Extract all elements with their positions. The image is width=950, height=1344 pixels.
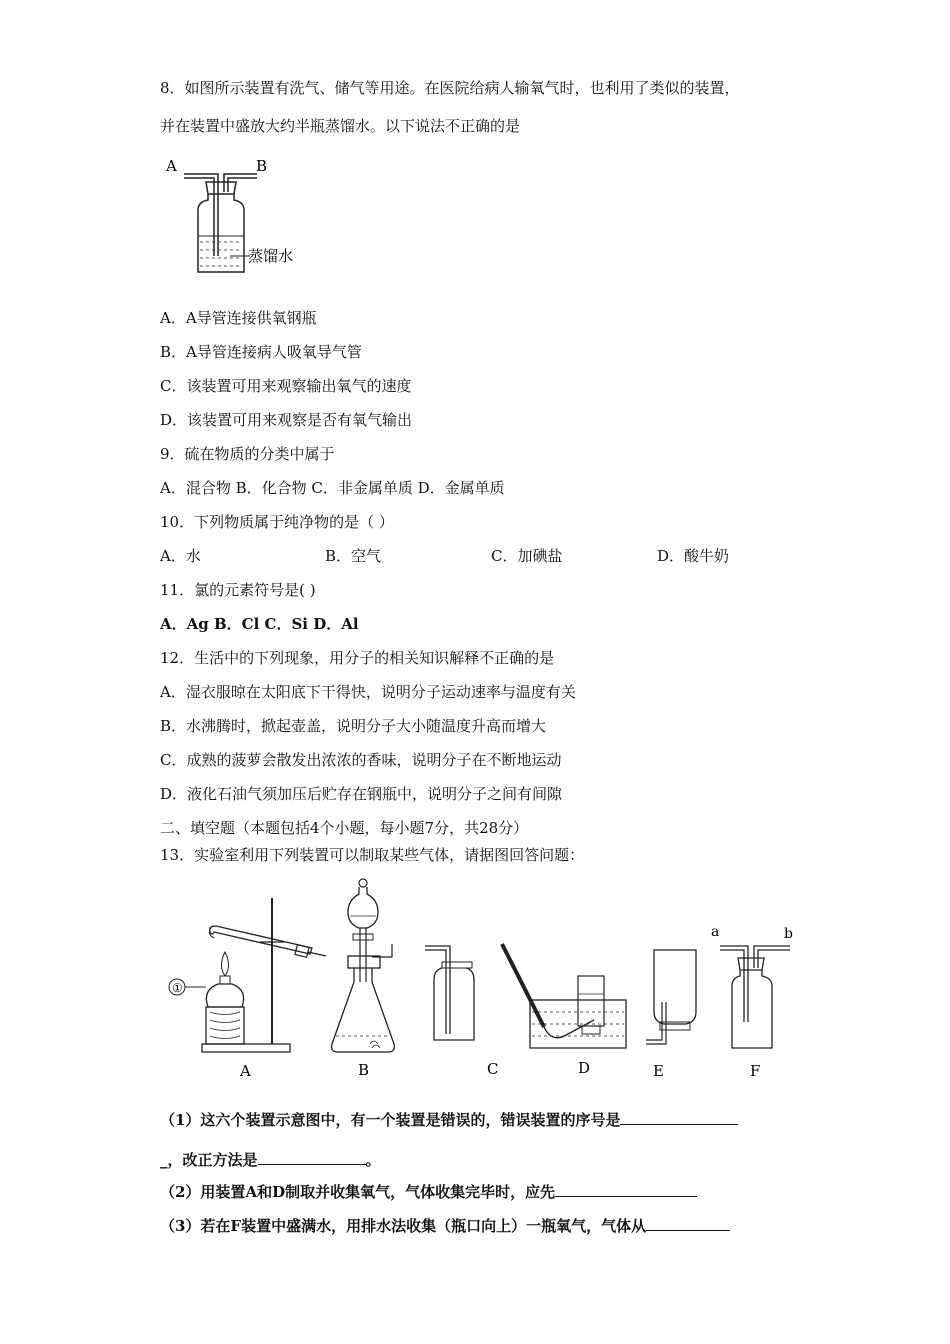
- q12-option-a: A．湿衣服晾在太阳底下干得快，说明分子运动速率与温度有关: [160, 683, 576, 701]
- apparatus-d: [502, 944, 626, 1077]
- answer-blank-4[interactable]: [646, 1216, 730, 1231]
- q8-stem-line2: 并在装置中盛放大约半瓶蒸馏水。以下说法不正确的是: [160, 117, 521, 135]
- q8-option-c: C．该装置可用来观察输出氧气的速度: [160, 377, 412, 395]
- q10-option-d: D．酸牛奶: [657, 547, 730, 565]
- q13-part1-cont-prefix: _，改正方法是: [160, 1151, 258, 1169]
- q13-part1-text: （1）这六个装置示意图中，有一个装置是错误的，错误装置的序号是: [160, 1111, 621, 1129]
- q12-stem: 12．生活中的下列现象，用分子的相关知识解释不正确的是: [160, 649, 555, 667]
- q12-option-c: C．成熟的菠萝会散发出浓浓的香味，说明分子在不断地运动: [160, 751, 562, 769]
- q13-part2-text: （2）用装置A和D制取并收集氧气，气体收集完毕时，应先: [160, 1183, 556, 1201]
- apparatus-a: [169, 898, 326, 1080]
- q8-option-d: D．该装置可用来观察是否有氧气输出: [160, 411, 413, 429]
- q13-part3-text: （3）若在F装置中盛满水，用排水法收集（瓶口向上）一瓶氧气，气体从: [160, 1217, 647, 1235]
- q10-option-c: C．加碘盐: [491, 547, 563, 565]
- q8-option-b: B．A导管连接病人吸氧导气管: [160, 343, 362, 361]
- fig-label-e: E: [653, 1062, 664, 1080]
- q10-stem: 10．下列物质属于纯净物的是（ ）: [160, 513, 394, 531]
- q13-part1: [160, 1110, 738, 1130]
- fig-small-label-b: b: [784, 926, 793, 942]
- q11-stem: 11．氯的元素符号是( ): [160, 581, 316, 599]
- fig-label-a: A: [240, 1062, 251, 1080]
- q12-option-b: B．水沸腾时，掀起壶盖，说明分子大小随温度升高而增大: [160, 717, 547, 735]
- answer-blank-1[interactable]: [620, 1110, 738, 1125]
- q9-stem: 9．硫在物质的分类中属于: [160, 445, 335, 463]
- apparatus-b: [332, 879, 395, 1079]
- q9-options: A．混合物 B．化合物 C．非金属单质 D．金属单质: [160, 479, 505, 497]
- fig-circle-label: ①: [172, 981, 183, 995]
- q13-part2: [160, 1182, 697, 1202]
- q10-option-a: A．水: [160, 547, 201, 565]
- section-heading: 二、填空题（本题包括4个小题，每小题7分，共28分）: [160, 819, 529, 837]
- fig-label-a: A: [166, 157, 177, 175]
- q13-part1-cont: [160, 1150, 381, 1170]
- q13-stem: 13．实验室利用下列装置可以制取某些气体，请据图回答问题：: [160, 846, 585, 864]
- lab-apparatus-figure: [160, 872, 810, 1087]
- fig-label-water: 蒸馏水: [248, 247, 294, 265]
- apparatus-c: [425, 946, 498, 1078]
- answer-blank-3[interactable]: [555, 1182, 697, 1197]
- fig-small-label-a: a: [711, 924, 720, 940]
- fig-label-b: B: [256, 157, 268, 175]
- q12-option-d: D．液化石油气须加压后贮存在钢瓶中，说明分子之间有间隙: [160, 785, 563, 803]
- fig-label-b: B: [358, 1061, 370, 1079]
- apparatus-e: [646, 950, 696, 1080]
- gas-washing-bottle-figure: [160, 152, 320, 282]
- q13-part3: [160, 1216, 730, 1236]
- q8-option-a: A．A导管连接供氧钢瓶: [160, 309, 317, 327]
- fig-label-f: F: [750, 1062, 761, 1080]
- fig-label-c: C: [487, 1060, 499, 1078]
- q13-part1-cont-suffix: 。: [365, 1151, 381, 1169]
- q11-options: A．Ag B．Cl C．Si D．Al: [160, 615, 359, 633]
- fig-label-d: D: [578, 1059, 591, 1077]
- answer-blank-2[interactable]: [258, 1150, 366, 1165]
- q8-stem-line1: 8．如图所示装置有洗气、储气等用途。在医院给病人输氧气时，也利用了类似的装置，: [160, 79, 740, 97]
- q10-option-b: B．空气: [325, 547, 382, 565]
- apparatus-f: [711, 924, 793, 1080]
